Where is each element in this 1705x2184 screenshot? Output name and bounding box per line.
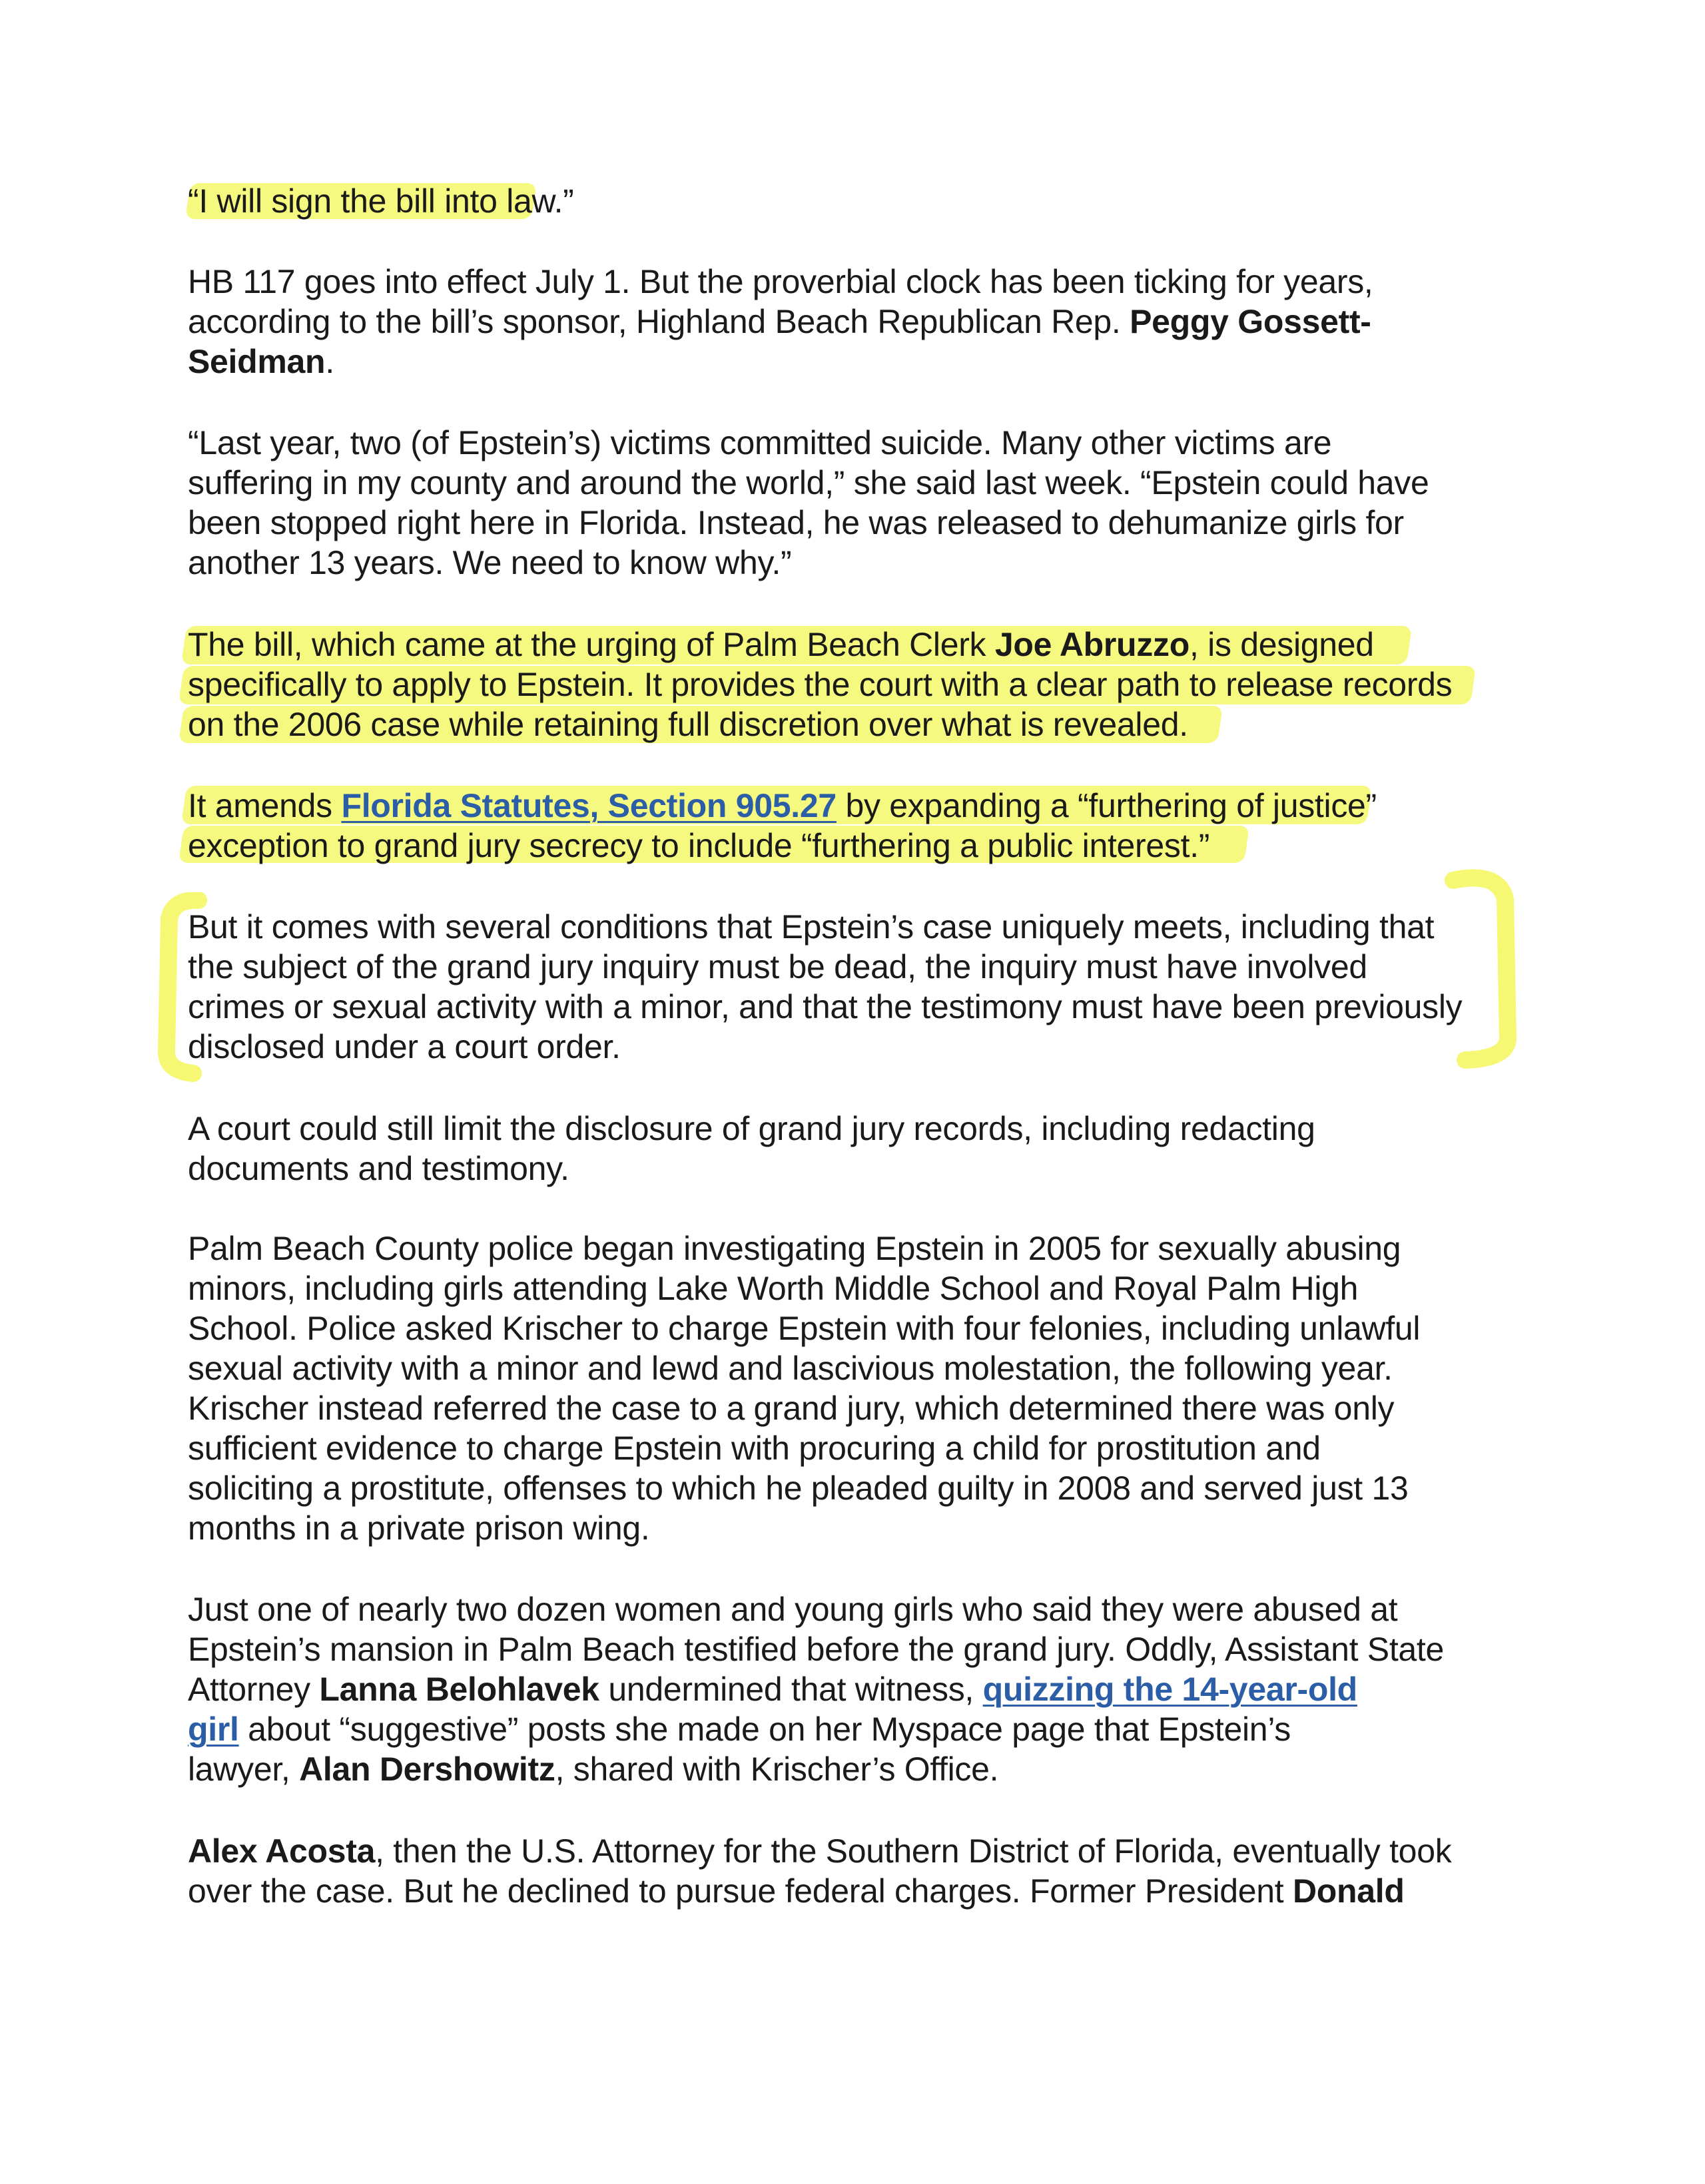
paragraph-quote-victims [188, 423, 1520, 583]
text-line: Seidman. [188, 343, 334, 380]
text-line: crimes or sexual activity with a minor, and that the testimony must have been previously [188, 988, 1463, 1025]
name-bold: Joe Abruzzo [994, 626, 1190, 663]
paragraph-bill-design [188, 625, 1520, 744]
text-line: months in a private prison wing. [188, 1509, 650, 1547]
paragraph-quote [188, 181, 1520, 221]
text-line: Alex Acosta, then the U.S. Attorney for the Southern District of Florida, eventually took [188, 1832, 1452, 1870]
name-bold: Alan Dershowitz [299, 1751, 555, 1788]
text-line: the subject of the grand jury inquiry must be dead, the inquiry must have involved [188, 948, 1367, 985]
text-line: Attorney Lanna Belohlavek undermined that witness, quizzing the 14-year-old [188, 1671, 1357, 1708]
paragraph-amends [188, 786, 1520, 866]
text-line: A court could still limit the disclosure of grand jury records, including redacting [188, 1110, 1315, 1147]
text-line: over the case. But he declined to pursue federal charges. Former President Donald [188, 1872, 1405, 1910]
text-line: HB 117 goes into effect July 1. But the proverbial clock has been ticking for years, [188, 263, 1373, 300]
paragraph-acosta [188, 1831, 1520, 1911]
text-line: School. Police asked Krischer to charge Epstein with four felonies, including unlawful [188, 1310, 1421, 1347]
text-line: another 13 years. We need to know why.” [188, 544, 792, 581]
paragraph-conditions [188, 907, 1520, 1067]
text-line: But it comes with several conditions that Epstein’s case uniquely meets, including that [188, 908, 1435, 946]
text-line: lawyer, Alan Dershowitz, shared with Krischer’s Office. [188, 1751, 999, 1788]
quizzing-link-continued[interactable]: girl [188, 1711, 239, 1748]
text-line: “I will sign the bill into law.” [188, 182, 574, 220]
text-line: been stopped right here in Florida. Instead, he was released to dehumanize girls for [188, 504, 1404, 541]
name-bold: Seidman [188, 343, 326, 380]
text-line: The bill, which came at the urging of Palm Beach Clerk Joe Abruzzo, is designed [188, 626, 1374, 663]
florida-statutes-link[interactable]: Florida Statutes, Section 905.27 [341, 787, 837, 824]
text-line: “Last year, two (of Epstein’s) victims committed suicide. Many other victims are [188, 424, 1332, 461]
text-line: sexual activity with a minor and lewd and lascivious molestation, the following year. [188, 1350, 1393, 1387]
text-line: according to the bill’s sponsor, Highland Beach Republican Rep. Peggy Gossett- [188, 303, 1371, 340]
name-bold: Peggy Gossett- [1130, 303, 1371, 340]
text-line: documents and testimony. [188, 1150, 569, 1187]
paragraph-grand-jury-witness [188, 1589, 1520, 1789]
paragraph-investigation [188, 1228, 1520, 1548]
name-bold: Donald [1292, 1872, 1405, 1910]
text-line: Epstein’s mansion in Palm Beach testified before the grand jury. Oddly, Assistant State [188, 1631, 1445, 1668]
paragraph-court-limit [188, 1109, 1520, 1189]
text-line: minors, including girls attending Lake Worth Middle School and Royal Palm High [188, 1270, 1359, 1307]
text-line: It amends Florida Statutes, Section 905.27 by expanding a “furthering of justice” [188, 787, 1377, 824]
text-line: suffering in my county and around the world,” she said last week. “Epstein could have [188, 464, 1429, 501]
text-line: disclosed under a court order. [188, 1028, 621, 1065]
name-bold: Alex Acosta [188, 1832, 376, 1870]
text-line: exception to grand jury secrecy to include “furthering a public interest.” [188, 827, 1210, 864]
text-line: soliciting a prostitute, offenses to which he pleaded guilty in 2008 and served just 13 [188, 1470, 1409, 1507]
name-bold: Lanna Belohlavek [319, 1671, 599, 1708]
text-line: Krischer instead referred the case to a grand jury, which determined there was only [188, 1390, 1395, 1427]
text-line: girl about “suggestive” posts she made on her Myspace page that Epstein’s [188, 1711, 1291, 1748]
paragraph-hb117 [188, 262, 1520, 382]
text-line: sufficient evidence to charge Epstein with procuring a child for prostitution and [188, 1430, 1321, 1467]
text-line: Just one of nearly two dozen women and young girls who said they were abused at [188, 1591, 1398, 1628]
text-line: Palm Beach County police began investigating Epstein in 2005 for sexually abusing [188, 1230, 1401, 1267]
text-line: on the 2006 case while retaining full discretion over what is revealed. [188, 706, 1188, 743]
text-line: specifically to apply to Epstein. It provides the court with a clear path to release records [188, 666, 1453, 703]
quizzing-link[interactable]: quizzing the 14-year-old [982, 1671, 1357, 1708]
